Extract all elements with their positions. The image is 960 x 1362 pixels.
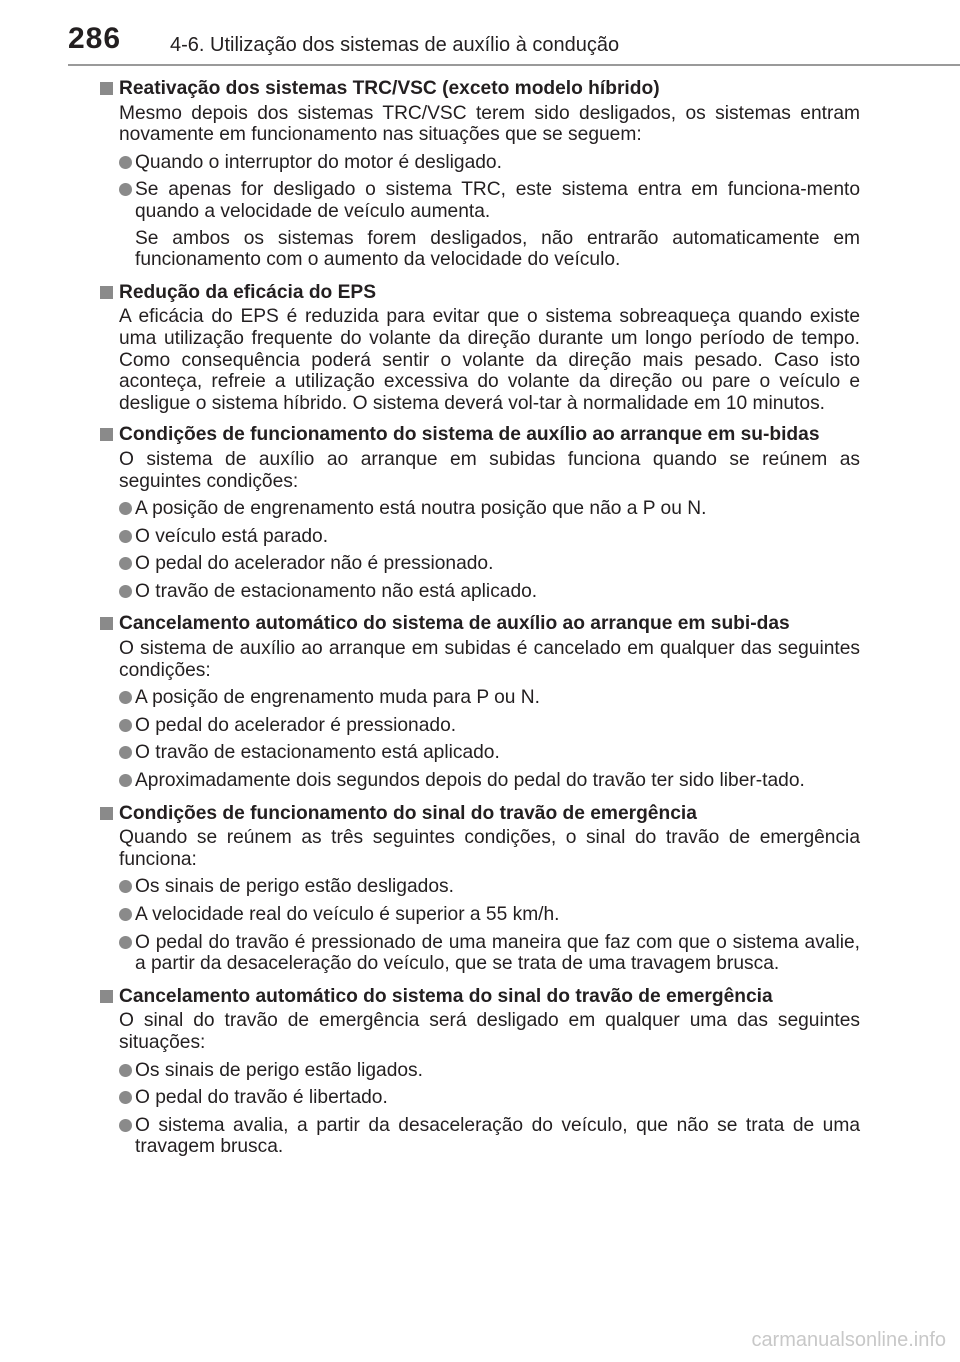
list-item: O veículo está parado. [100, 526, 860, 548]
square-bullet-icon [100, 82, 113, 95]
section-intro: Mesmo depois dos sistemas TRC/VSC terem sido desligados, os sistemas entram novamente em funcionamento nas situações que se seguem: [119, 102, 860, 146]
circle-bullet-icon [119, 1064, 132, 1077]
list-item: O pedal do acelerador não é pressionado. [100, 553, 860, 575]
circle-bullet-icon [119, 502, 132, 515]
square-bullet-icon [100, 990, 113, 1003]
circle-bullet-icon [119, 1119, 132, 1132]
list-item: O pedal do travão é libertado. [100, 1087, 860, 1109]
section-trc-vsc-reactivation [100, 78, 860, 271]
section-emergency-brake-signal-conditions [100, 803, 860, 975]
page-content [100, 78, 860, 1163]
chapter-title: 4-6. Utilização dos sistemas de auxílio à condução [170, 34, 620, 56]
list-item: O pedal do acelerador é pressionado. [100, 715, 860, 737]
square-bullet-icon [100, 617, 113, 630]
circle-bullet-icon [119, 691, 132, 704]
section-intro: O sistema de auxílio ao arranque em subidas é cancelado em qualquer das seguintes condições: [119, 638, 860, 681]
circle-bullet-icon [119, 156, 132, 169]
page-number: 286 [68, 22, 122, 55]
list-item: O sistema avalia, a partir da desaceleração do veículo, que não se trata de uma travagem brusca. [100, 1115, 860, 1158]
circle-bullet-icon [119, 746, 132, 759]
watermark-link[interactable]: carmanualsonline.info [751, 1329, 946, 1351]
page-header [0, 0, 960, 66]
circle-bullet-icon [119, 1091, 132, 1104]
list-item: A posição de engrenamento muda para P ou N. [100, 687, 860, 709]
section-note: Se ambos os sistemas forem desligados, não entrarão automaticamente em funcionamento com o aumento da velocidade do veículo. [135, 227, 860, 271]
circle-bullet-icon [119, 557, 132, 570]
section-hill-start-conditions [100, 424, 860, 602]
list-item: Os sinais de perigo estão ligados. [100, 1060, 860, 1082]
circle-bullet-icon [119, 585, 132, 598]
header-rule [68, 64, 960, 66]
section-intro: Quando se reúnem as três seguintes condições, o sinal do travão de emergência funciona: [119, 827, 860, 870]
list-item: O pedal do travão é pressionado de uma maneira que faz com que o sistema avalie, a partir da desaceleração do veículo, que se trata de uma travagem brusca. [100, 932, 860, 975]
list-item: Se apenas for desligado o sistema TRC, este sistema entra em funciona-mento quando a velocidade de veículo aumenta. [100, 179, 860, 222]
square-bullet-icon [100, 428, 113, 441]
section-eps-reduction [100, 282, 860, 415]
section-title: Condições de funcionamento do sinal do travão de emergência [100, 803, 860, 825]
square-bullet-icon [100, 807, 113, 820]
circle-bullet-icon [119, 936, 132, 949]
list-item: Os sinais de perigo estão desligados. [100, 876, 860, 898]
circle-bullet-icon [119, 183, 132, 196]
section-title: Condições de funcionamento do sistema de auxílio ao arranque em su-bidas [100, 424, 860, 446]
list-item: Aproximadamente dois segundos depois do pedal do travão ter sido liber-tado. [100, 770, 860, 792]
circle-bullet-icon [119, 908, 132, 921]
section-title: Cancelamento automático do sistema do sinal do travão de emergência [100, 986, 860, 1008]
list-item: A velocidade real do veículo é superior a 55 km/h. [100, 904, 860, 926]
section-intro: O sistema de auxílio ao arranque em subidas funciona quando se reúnem as seguintes condições: [119, 448, 860, 492]
section-intro: O sinal do travão de emergência será desligado em qualquer uma das seguintes situações: [119, 1010, 860, 1053]
circle-bullet-icon [119, 719, 132, 732]
section-emergency-brake-signal-cancel [100, 986, 860, 1158]
circle-bullet-icon [119, 774, 132, 787]
list-item: Quando o interruptor do motor é desligado. [100, 152, 860, 174]
list-item: A posição de engrenamento está noutra posição que não a P ou N. [100, 498, 860, 520]
section-hill-start-cancel [100, 613, 860, 791]
section-title: Redução da eficácia do EPS [100, 282, 860, 304]
section-title: Cancelamento automático do sistema de auxílio ao arranque em subi-das [100, 613, 860, 635]
section-intro: A eficácia do EPS é reduzida para evitar que o sistema sobreaqueça quando existe uma utilização frequente do volante da direção durante um longo período de tempo. Como consequência poderá sentir o volante da direção mais pesado. Caso isto aconteça, refreie a utilização excessiva do volante da direção ou pare o veículo e desligue o sistema híbrido. O sistema deverá vol-tar à normalidade em 10 minutos. [119, 306, 860, 414]
circle-bullet-icon [119, 530, 132, 543]
square-bullet-icon [100, 286, 113, 299]
circle-bullet-icon [119, 880, 132, 893]
list-item: O travão de estacionamento não está aplicado. [100, 581, 860, 603]
list-item: O travão de estacionamento está aplicado. [100, 742, 860, 764]
section-title: Reativação dos sistemas TRC/VSC (exceto modelo híbrido) [100, 78, 860, 100]
